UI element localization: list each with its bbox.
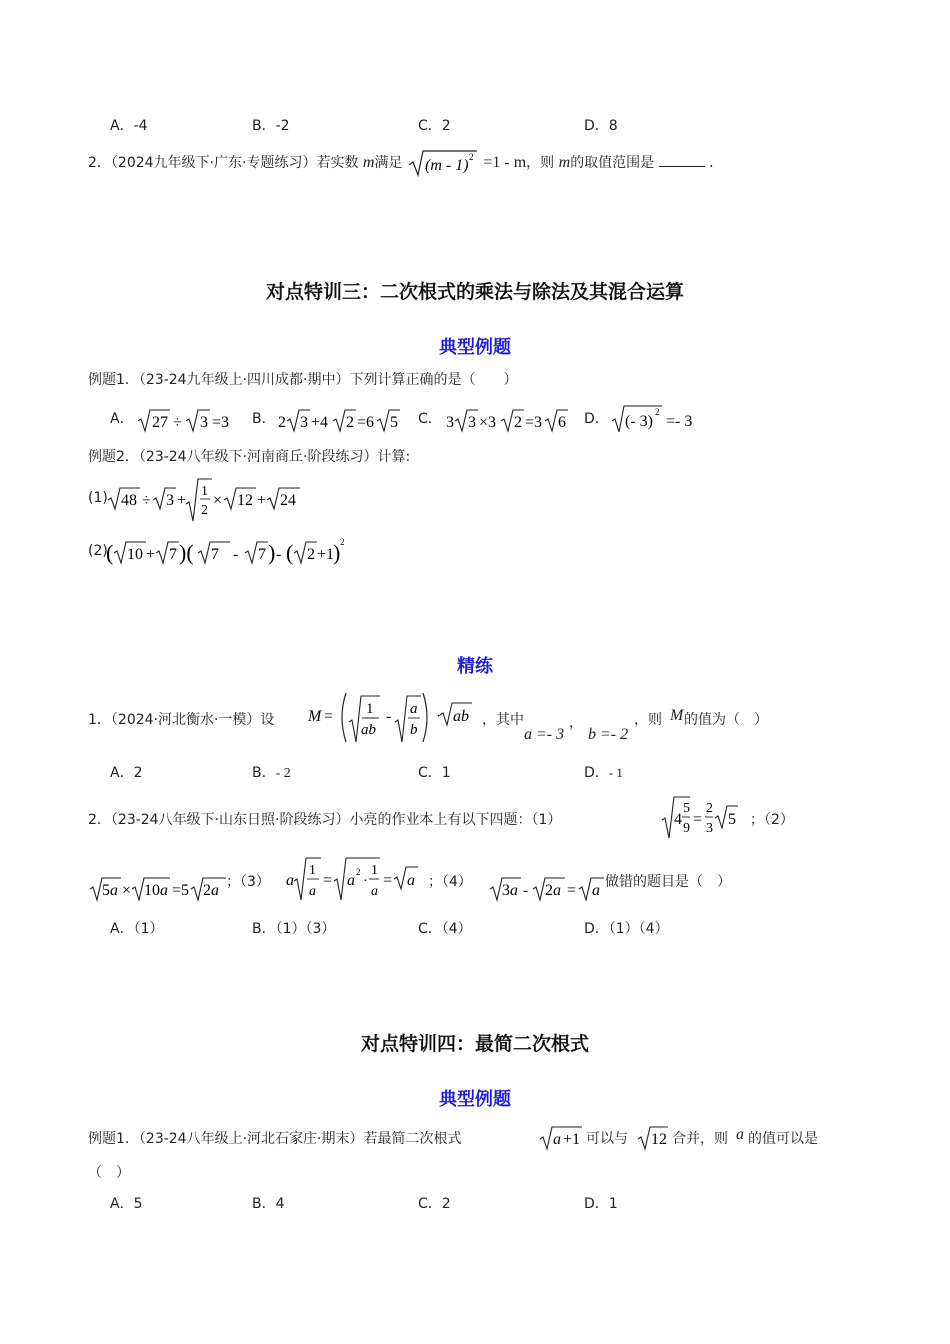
svg-text:24: 24 xyxy=(280,492,296,509)
formula-3 xyxy=(284,854,434,904)
svg-text:ab: ab xyxy=(361,722,376,738)
section-4-options xyxy=(0,1193,950,1215)
var-m-2: m xyxy=(558,154,571,171)
practice-1-formula xyxy=(306,690,476,748)
svg-text:-: - xyxy=(233,546,239,563)
svg-text:M: M xyxy=(308,708,322,725)
svg-text:2: 2 xyxy=(655,407,660,417)
example-stem: 例题1．（23-24八年级上·河北石家庄·期末）若最简二次根式 xyxy=(88,1131,462,1147)
svg-text:3: 3 xyxy=(706,821,713,836)
option-c: C．2 xyxy=(418,1196,451,1212)
question-source: （2024九年级下·广东·专题练习）若实数 xyxy=(110,155,359,171)
text-value-can-be: 的值可以是 xyxy=(748,1131,818,1147)
svg-text:(- 3): (- 3) xyxy=(625,413,653,430)
svg-text:): ) xyxy=(333,540,341,565)
text-item-2: ；（2） xyxy=(750,812,794,828)
example-2-stem: 例题2．（23-24八年级下·河南商丘·阶段练习）计算: xyxy=(88,449,411,465)
text-then: ，则 xyxy=(526,155,555,171)
svg-text:): ) xyxy=(268,540,276,565)
text-where: ，其中 xyxy=(482,712,524,728)
practice-2-line-2 xyxy=(88,854,868,904)
top-options xyxy=(0,115,950,137)
svg-text:=: = xyxy=(383,872,393,889)
option-d: D．- 1 xyxy=(584,765,623,781)
svg-text:+: + xyxy=(146,546,156,563)
svg-text:·: · xyxy=(436,708,442,725)
option-d-expr xyxy=(610,402,720,436)
text-range: 的取值范围是 xyxy=(570,155,655,171)
var-m: m xyxy=(362,154,375,171)
option-d: D．1 xyxy=(584,1196,618,1212)
svg-text:12: 12 xyxy=(651,1131,667,1148)
question-number: 2． xyxy=(88,155,111,171)
answer-blank[interactable] xyxy=(659,154,705,167)
svg-text:÷: ÷ xyxy=(173,414,182,431)
svg-text:a: a xyxy=(286,872,294,889)
svg-text:3: 3 xyxy=(446,414,454,431)
svg-text:ab: ab xyxy=(453,708,469,725)
svg-text:-: - xyxy=(276,546,282,563)
svg-text:10a: 10a xyxy=(144,882,168,899)
svg-text:2: 2 xyxy=(514,414,522,431)
section-3-typical-heading: 典型例题 xyxy=(439,337,511,358)
text-satisfy: 满足 xyxy=(374,155,403,171)
option-b: B．- 2 xyxy=(252,765,291,781)
svg-text:×: × xyxy=(213,492,223,509)
formula-exp: 2 xyxy=(468,152,474,162)
svg-text:a: a xyxy=(592,882,600,899)
svg-text:×: × xyxy=(122,882,132,899)
svg-text:1: 1 xyxy=(309,863,316,878)
svg-text:=5: =5 xyxy=(172,882,190,899)
svg-text:2a: 2a xyxy=(203,882,219,899)
part-2-label: (2) xyxy=(88,543,108,559)
svg-text:4: 4 xyxy=(674,811,682,828)
svg-text:-: - xyxy=(386,708,392,725)
svg-text:a: a xyxy=(347,872,355,889)
a-value: a =- 3 xyxy=(524,726,565,743)
radical-12 xyxy=(636,1122,670,1152)
svg-text:5a: 5a xyxy=(102,882,118,899)
formula-1 xyxy=(660,794,752,840)
option-a-expr xyxy=(136,405,246,435)
svg-text:=6: =6 xyxy=(357,414,375,431)
svg-text:9: 9 xyxy=(683,821,690,836)
svg-text:×3: ×3 xyxy=(479,414,497,431)
example-1-stem: 例题1．（23-24九年级上·四川成都·期中）下列计算正确的是（ ） xyxy=(88,372,518,388)
practice-2-stem: 2．（23-24八年级下·山东日照·阶段练习）小亮的作业本上有以下四题：（1） xyxy=(88,812,562,828)
part-1-label: (1) xyxy=(88,490,108,506)
svg-text:3: 3 xyxy=(200,414,208,431)
svg-text:(: ( xyxy=(106,540,114,565)
svg-text:a: a xyxy=(407,872,415,889)
practice-1-stem: 1．（2024·河北衡水·一模）设 xyxy=(88,712,275,728)
svg-text:+: + xyxy=(257,492,267,509)
svg-text:=: = xyxy=(323,872,333,889)
svg-text:·: · xyxy=(363,874,368,889)
svg-text:2: 2 xyxy=(307,546,315,563)
svg-text:a: a xyxy=(553,1131,561,1148)
text-value: 的值为（ ） xyxy=(684,712,768,728)
text-end: ． xyxy=(709,155,724,171)
option-a: A．（1） xyxy=(110,921,164,937)
option-d-label: D． xyxy=(584,411,609,427)
svg-text:=: = xyxy=(693,811,703,828)
section-4-title: 对点特训四：最简二次根式 xyxy=(360,1033,589,1055)
svg-text:6: 6 xyxy=(558,414,566,431)
example-2-part-2 xyxy=(88,533,408,573)
svg-text:÷: ÷ xyxy=(142,492,151,509)
section-3-title: 对点特训三：二次根式的乘法与除法及其混合运算 xyxy=(265,281,684,303)
sqrt-formula xyxy=(407,148,479,178)
option-c: C．（4） xyxy=(418,921,472,937)
text-which-wrong: 做错的题目是（ ） xyxy=(605,874,731,890)
option-c-label: C． xyxy=(418,411,442,427)
option-c: C．1 xyxy=(418,765,451,781)
svg-text:+1: +1 xyxy=(317,546,335,563)
option-b-expr xyxy=(276,405,406,435)
svg-text:=3: =3 xyxy=(212,414,230,431)
text-item-4: ；（4） xyxy=(428,874,472,890)
svg-text:7: 7 xyxy=(211,546,219,563)
svg-text:1: 1 xyxy=(201,484,208,499)
text-item-3: ；（3） xyxy=(226,874,270,890)
option-c: C．2 xyxy=(418,118,451,134)
example-2-part-1 xyxy=(88,478,408,522)
svg-text:27: 27 xyxy=(152,414,168,431)
svg-text:3: 3 xyxy=(166,492,174,509)
svg-text:2: 2 xyxy=(346,414,354,431)
svg-text:a: a xyxy=(309,884,316,899)
option-c-expr xyxy=(444,405,574,435)
practice-1 xyxy=(88,690,848,750)
svg-text:5: 5 xyxy=(390,414,398,431)
option-a: A．-4 xyxy=(110,118,148,134)
question-2-top xyxy=(88,148,723,178)
svg-text:=3: =3 xyxy=(525,414,543,431)
var-a: a xyxy=(736,1126,744,1143)
practice-2-options xyxy=(0,918,950,940)
formula-text: (m - 1) xyxy=(424,157,469,174)
svg-text:10: 10 xyxy=(127,546,143,563)
svg-text:a: a xyxy=(410,701,418,717)
svg-text:3: 3 xyxy=(300,414,308,431)
svg-text:1: 1 xyxy=(371,863,378,878)
svg-text:48: 48 xyxy=(121,492,137,509)
option-a: A．5 xyxy=(110,1196,143,1212)
svg-text:7: 7 xyxy=(169,546,177,563)
svg-text:=: = xyxy=(567,882,577,899)
svg-text:+4: +4 xyxy=(311,414,329,431)
option-b: B．（1）（3） xyxy=(252,921,336,937)
var-M: M xyxy=(670,707,684,724)
text-then: ，则 xyxy=(634,712,662,728)
part-1-expr xyxy=(106,478,316,522)
svg-text:+1: +1 xyxy=(563,1131,581,1148)
option-b: B．4 xyxy=(252,1196,285,1212)
section-4-typical-heading: 典型例题 xyxy=(439,1089,511,1110)
svg-text:a: a xyxy=(371,884,378,899)
svg-text:3a: 3a xyxy=(502,882,518,899)
separator: ， xyxy=(569,715,583,731)
svg-text:2: 2 xyxy=(340,537,345,547)
svg-text:=: = xyxy=(324,708,334,725)
svg-text:+: + xyxy=(177,492,187,509)
formula-4 xyxy=(488,870,608,904)
svg-text:-: - xyxy=(523,882,529,899)
option-a-label: A． xyxy=(110,411,134,427)
b-value: b =- 2 xyxy=(588,726,629,743)
svg-text:2a: 2a xyxy=(545,882,561,899)
option-d: D．（1）（4） xyxy=(584,921,669,937)
svg-text:(: ( xyxy=(286,540,294,565)
svg-text:12: 12 xyxy=(237,492,253,509)
part-2-expr xyxy=(106,533,346,573)
svg-text:2: 2 xyxy=(356,867,361,877)
practice-heading: 精练 xyxy=(457,656,493,677)
section-4-example-1 xyxy=(88,1122,868,1152)
practice-2-line-1 xyxy=(88,794,868,840)
example-1-options xyxy=(110,405,730,435)
option-b-label: B． xyxy=(252,411,276,427)
svg-text:)(: )( xyxy=(179,540,194,565)
svg-text:5: 5 xyxy=(683,801,690,816)
svg-text:2: 2 xyxy=(278,414,286,431)
option-a: A．2 xyxy=(110,765,143,781)
practice-1-options xyxy=(0,762,950,784)
svg-text:2: 2 xyxy=(706,801,713,816)
option-b: B．-2 xyxy=(252,118,290,134)
radical-a-plus-1 xyxy=(538,1122,584,1152)
svg-text:7: 7 xyxy=(258,546,266,563)
svg-text:1: 1 xyxy=(366,701,374,717)
answer-paren: （ ） xyxy=(88,1165,130,1181)
svg-text:3: 3 xyxy=(468,414,476,431)
svg-text:5: 5 xyxy=(728,811,736,828)
text-merge: 合并，则 xyxy=(672,1131,728,1147)
svg-text:b: b xyxy=(410,722,418,738)
svg-text:2: 2 xyxy=(201,503,208,518)
svg-text:=- 3: =- 3 xyxy=(666,413,693,430)
option-d: D．8 xyxy=(584,118,618,134)
formula-2 xyxy=(88,870,228,904)
formula-rhs: =1 - m xyxy=(483,154,527,171)
text-can-combine: 可以与 xyxy=(586,1131,628,1147)
